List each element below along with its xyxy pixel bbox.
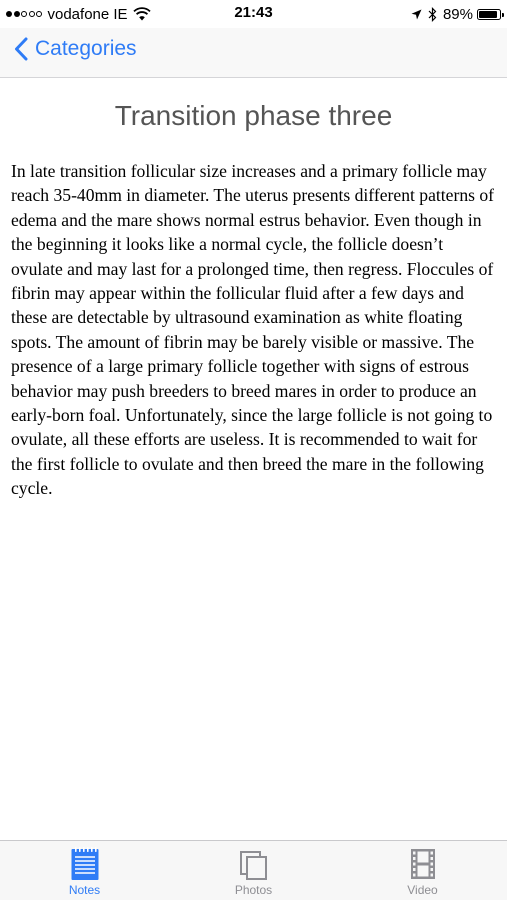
status-bar: [0, 0, 507, 28]
battery-percent: 89%: [442, 5, 473, 23]
carrier-name: vodafone IE: [47, 5, 128, 23]
tab-video[interactable]: [338, 841, 507, 900]
tab-video-label: Video: [407, 883, 438, 897]
video-icon: [408, 847, 438, 881]
tab-notes[interactable]: [0, 841, 169, 900]
back-button-label: Categories: [35, 37, 137, 60]
battery-icon: [477, 9, 501, 20]
status-right: [411, 5, 501, 23]
tab-notes-label: Notes: [68, 883, 101, 897]
tab-photos-label: Photos: [234, 883, 273, 897]
notes-icon: [70, 847, 100, 881]
status-time: 21:43: [234, 4, 273, 21]
article-body: In late transition follicular size increases and a primary follicle may reach 35-40mm in diameter. The uterus presents different patterns of edema and the mare shows normal estrus behavior. Even though in the beginning it looks like a normal cycle, the follicle doesn’t ovulate and may last for a prolonged time, then regress. Floccules of fibrin may appear within the follicular fluid after a few days and these are detectable by ultrasound examination as white floating spots. The amount of fibrin may be barely visible or massive. The presence of a large primary follicle together with signs of estrous behavior may push breeders to breed mares in order to produce an early-born foal. Unfortunately, since the large follicle is not going to ovulate, all these efforts are useless. It is recommended to wait for the first follicle to ovulate and then breed the mare in the following cycle.: [11, 161, 495, 499]
tab-bar: [0, 840, 507, 900]
back-button[interactable]: [14, 37, 137, 61]
content-area[interactable]: [0, 78, 507, 840]
location-arrow-icon: [411, 9, 422, 20]
navigation-bar: [0, 28, 507, 78]
bluetooth-icon: [428, 7, 437, 22]
page-title: Transition phase three: [114, 100, 393, 131]
photos-icon: [239, 847, 269, 881]
tab-photos[interactable]: [169, 841, 338, 900]
chevron-left-icon: [14, 37, 28, 61]
